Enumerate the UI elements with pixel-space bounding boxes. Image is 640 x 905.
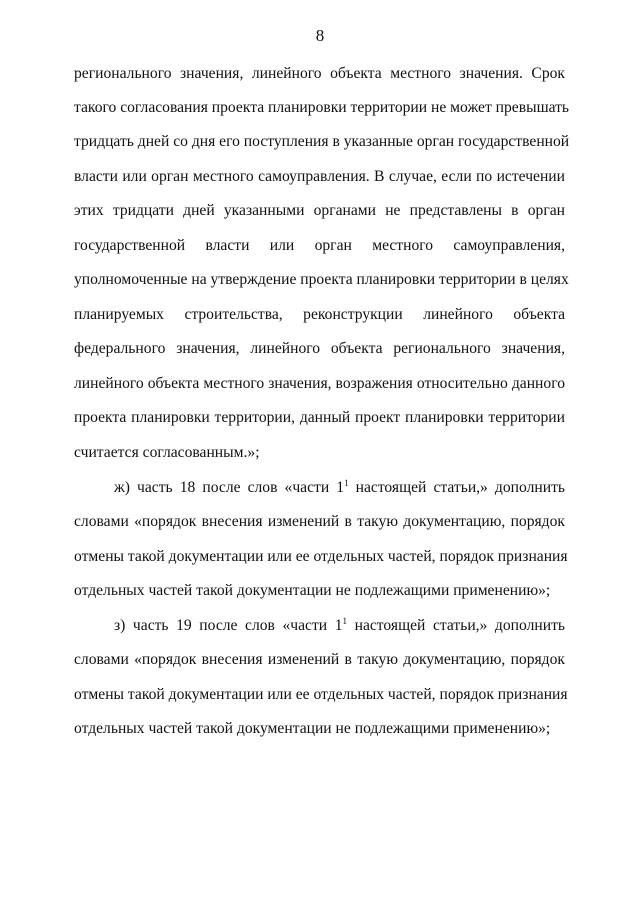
item-first-line <box>114 478 565 498</box>
text-line: такого согласования проекта планировки территории не может превышать <box>74 99 570 116</box>
text-line: словами «порядок внесения изменений в такую документацию, порядок <box>74 651 565 668</box>
text-line: линейного объекта местного значения, возражения относительно данного <box>74 375 565 392</box>
item-text: з) часть 19 после слов «части 1 <box>114 617 343 634</box>
text-line: тридцать дней со дня его поступления в указанные орган государственной <box>74 133 570 150</box>
text-line: отмены такой документации или ее отдельных частей, порядок признания <box>74 548 568 565</box>
item-text: настоящей статьи,» дополнить <box>348 479 565 496</box>
text-line: регионального значения, линейного объекта местного значения. Срок <box>74 65 565 82</box>
page-number: 8 <box>315 26 325 45</box>
text-line: уполномоченные на утверждение проекта планировки территории в целях <box>74 271 569 288</box>
text-line: отдельных частей такой документации не подлежащими применению»; <box>74 720 551 737</box>
text-line: проекта планировки территории, данный проект планировки территории <box>74 409 565 426</box>
item-text: настоящей статьи,» дополнить <box>347 617 566 634</box>
item-first-line <box>114 616 565 636</box>
superscript: 1 <box>344 478 349 488</box>
text-line: федерального значения, линейного объекта регионального значения, <box>74 340 565 357</box>
text-line: считается согласованным.»; <box>74 444 260 461</box>
text-line: отмены такой документации или ее отдельных частей, порядок признания <box>74 686 568 703</box>
text-line: словами «порядок внесения изменений в такую документацию, порядок <box>74 513 565 530</box>
text-line: отдельных частей такой документации не подлежащими применению»; <box>74 582 551 599</box>
text-line: государственной власти или орган местного самоуправления, <box>74 237 565 254</box>
text-line: этих тридцати дней указанными органами не представлены в орган <box>74 202 565 219</box>
text-line: власти или орган местного самоуправления. В случае, если по истечении <box>74 168 565 185</box>
text-line: планируемых строительства, реконструкции линейного объекта <box>74 306 565 323</box>
item-text: ж) часть 18 после слов «части 1 <box>114 479 345 496</box>
superscript: 1 <box>342 616 348 626</box>
